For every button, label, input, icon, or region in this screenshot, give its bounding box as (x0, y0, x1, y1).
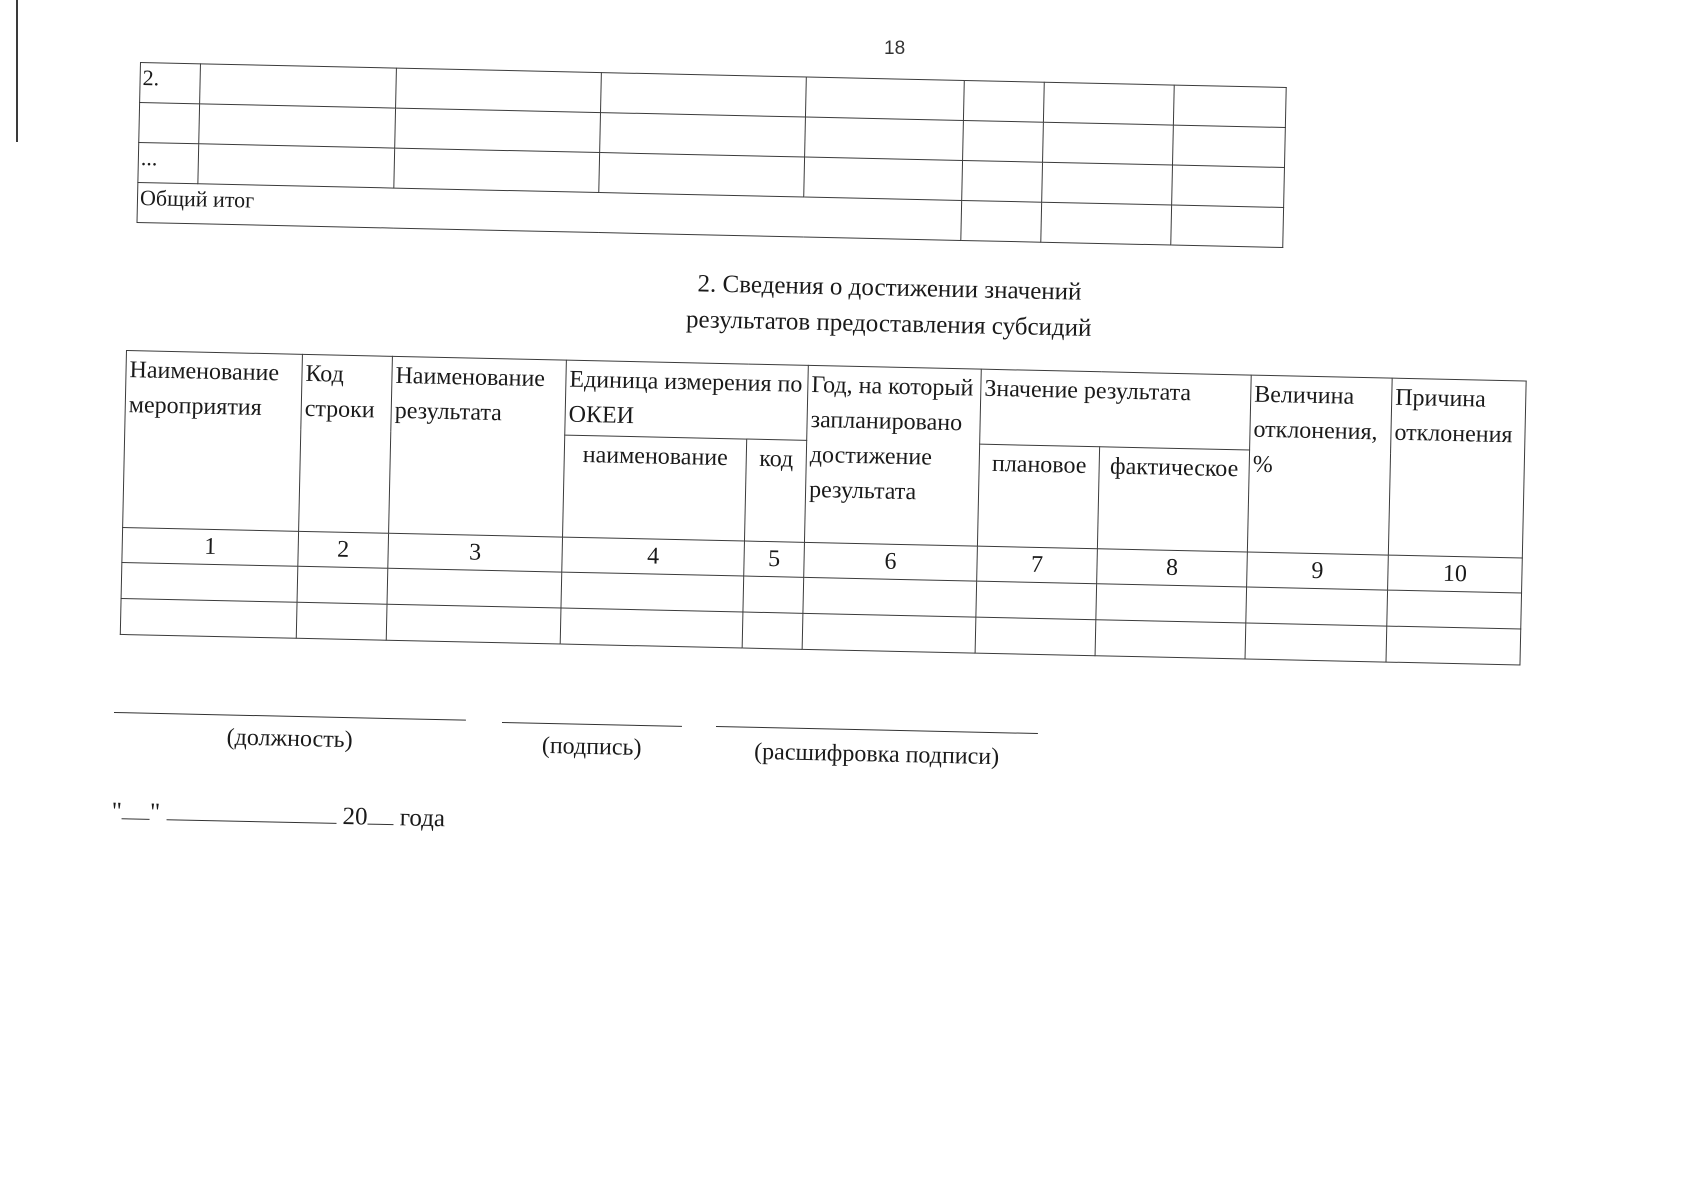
date-quote-open: " (111, 798, 123, 826)
signature-line (502, 722, 682, 727)
data-cell (561, 572, 744, 612)
totals-table-cell (963, 80, 1044, 122)
data-cell (386, 604, 561, 644)
header-reason: Причина отклонения (1388, 378, 1526, 558)
header-unit: Единица измерения по ОКЕИ (565, 360, 809, 440)
header-planned: плановое (977, 444, 1099, 549)
totals-table-cell (394, 148, 600, 192)
column-number-cell: 8 (1097, 549, 1248, 587)
data-cell (1387, 590, 1522, 629)
header-event-name: Наименование мероприятия (123, 351, 303, 532)
total-cell (1171, 205, 1284, 247)
header-unit-code: код (744, 439, 806, 542)
section-title-line-2: результатов предоставления субсидий (685, 306, 1092, 342)
header-row-code: Код строки (299, 354, 393, 533)
header-actual: фактическое (1097, 447, 1249, 552)
data-cell (976, 581, 1097, 620)
column-number-cell: 4 (562, 537, 745, 576)
totals-table-cell (805, 77, 964, 120)
column-number-cell: 6 (804, 542, 978, 581)
totals-table-cell (1173, 85, 1286, 127)
data-cell (742, 612, 803, 649)
row-number-cell: 2. (140, 63, 201, 104)
results-table (120, 350, 1527, 665)
totals-table-cell (600, 113, 806, 157)
header-result-value: Значение результата (980, 369, 1252, 450)
total-cell (1041, 202, 1172, 245)
totals-table-cell (199, 104, 396, 148)
page-number: 18 (884, 38, 906, 59)
data-cell (296, 602, 387, 640)
totals-table-cell (198, 144, 395, 188)
data-cell (1096, 584, 1247, 623)
column-number-cell: 5 (744, 541, 805, 577)
position-line (114, 712, 466, 721)
header-unit-name: наименование (563, 435, 747, 541)
column-number-cell: 9 (1247, 552, 1389, 590)
header-row-1 (125, 351, 1526, 457)
data-cell (387, 568, 562, 608)
totals-table-cell (1172, 125, 1285, 167)
header-deviation: Величина отклонения, % (1247, 375, 1392, 555)
decode-caption: (расшифровка подписи) (753, 738, 1000, 771)
data-cell (975, 617, 1096, 656)
totals-table-cell (963, 120, 1044, 162)
data-cell (297, 566, 388, 604)
totals-table-cell (601, 73, 807, 117)
data-cell (803, 577, 977, 617)
column-number-cell: 7 (977, 546, 1098, 584)
year-suffix: года (399, 804, 446, 833)
data-cell (802, 613, 976, 653)
column-number-cell: 3 (388, 533, 563, 572)
data-cell (1386, 626, 1521, 665)
row-number-cell: ... (138, 142, 199, 183)
total-label: Общий итог (137, 182, 962, 240)
year-prefix: 20 (342, 803, 368, 831)
month-blank (166, 801, 336, 824)
data-cell (743, 576, 804, 613)
totals-table-cell (1172, 165, 1285, 207)
data-cell (1095, 620, 1246, 659)
section-title (498, 262, 1279, 351)
data-cell (560, 608, 743, 648)
header-year: Год, на который запланировано достижение результата (804, 365, 981, 546)
totals-table-cell (1043, 82, 1174, 125)
totals-table-cell (200, 64, 397, 108)
totals-table-cell (395, 108, 601, 152)
decode-line (716, 726, 1038, 734)
section-title-line-1: 2. Сведения о достижении значений (697, 270, 1082, 306)
day-blank (122, 800, 150, 820)
totals-table-cell (599, 153, 805, 197)
totals-table-cell (804, 157, 963, 200)
date-quote-close: " (149, 798, 161, 827)
data-cell (121, 562, 298, 602)
date-line (111, 798, 445, 833)
header-result-name: Наименование результата (389, 356, 567, 537)
scan-edge-line (16, 0, 18, 142)
totals-table-cell (1043, 122, 1174, 165)
totals-table-cell (962, 160, 1043, 202)
totals-table-cell (805, 117, 964, 160)
data-cell (1245, 623, 1387, 662)
year-blank (367, 806, 393, 826)
position-caption: (должность) (226, 724, 353, 754)
total-cell (961, 200, 1042, 242)
data-cell (1246, 587, 1388, 626)
totals-table-cell (396, 68, 602, 112)
signature-caption: (подпись) (541, 732, 642, 762)
totals-table (136, 62, 1286, 248)
column-number-cell: 10 (1388, 555, 1523, 593)
column-number-cell: 1 (122, 527, 299, 566)
column-number-cell: 2 (298, 531, 389, 568)
row-number-cell (139, 103, 200, 144)
totals-table-cell (1042, 162, 1173, 205)
data-cell (120, 598, 297, 638)
